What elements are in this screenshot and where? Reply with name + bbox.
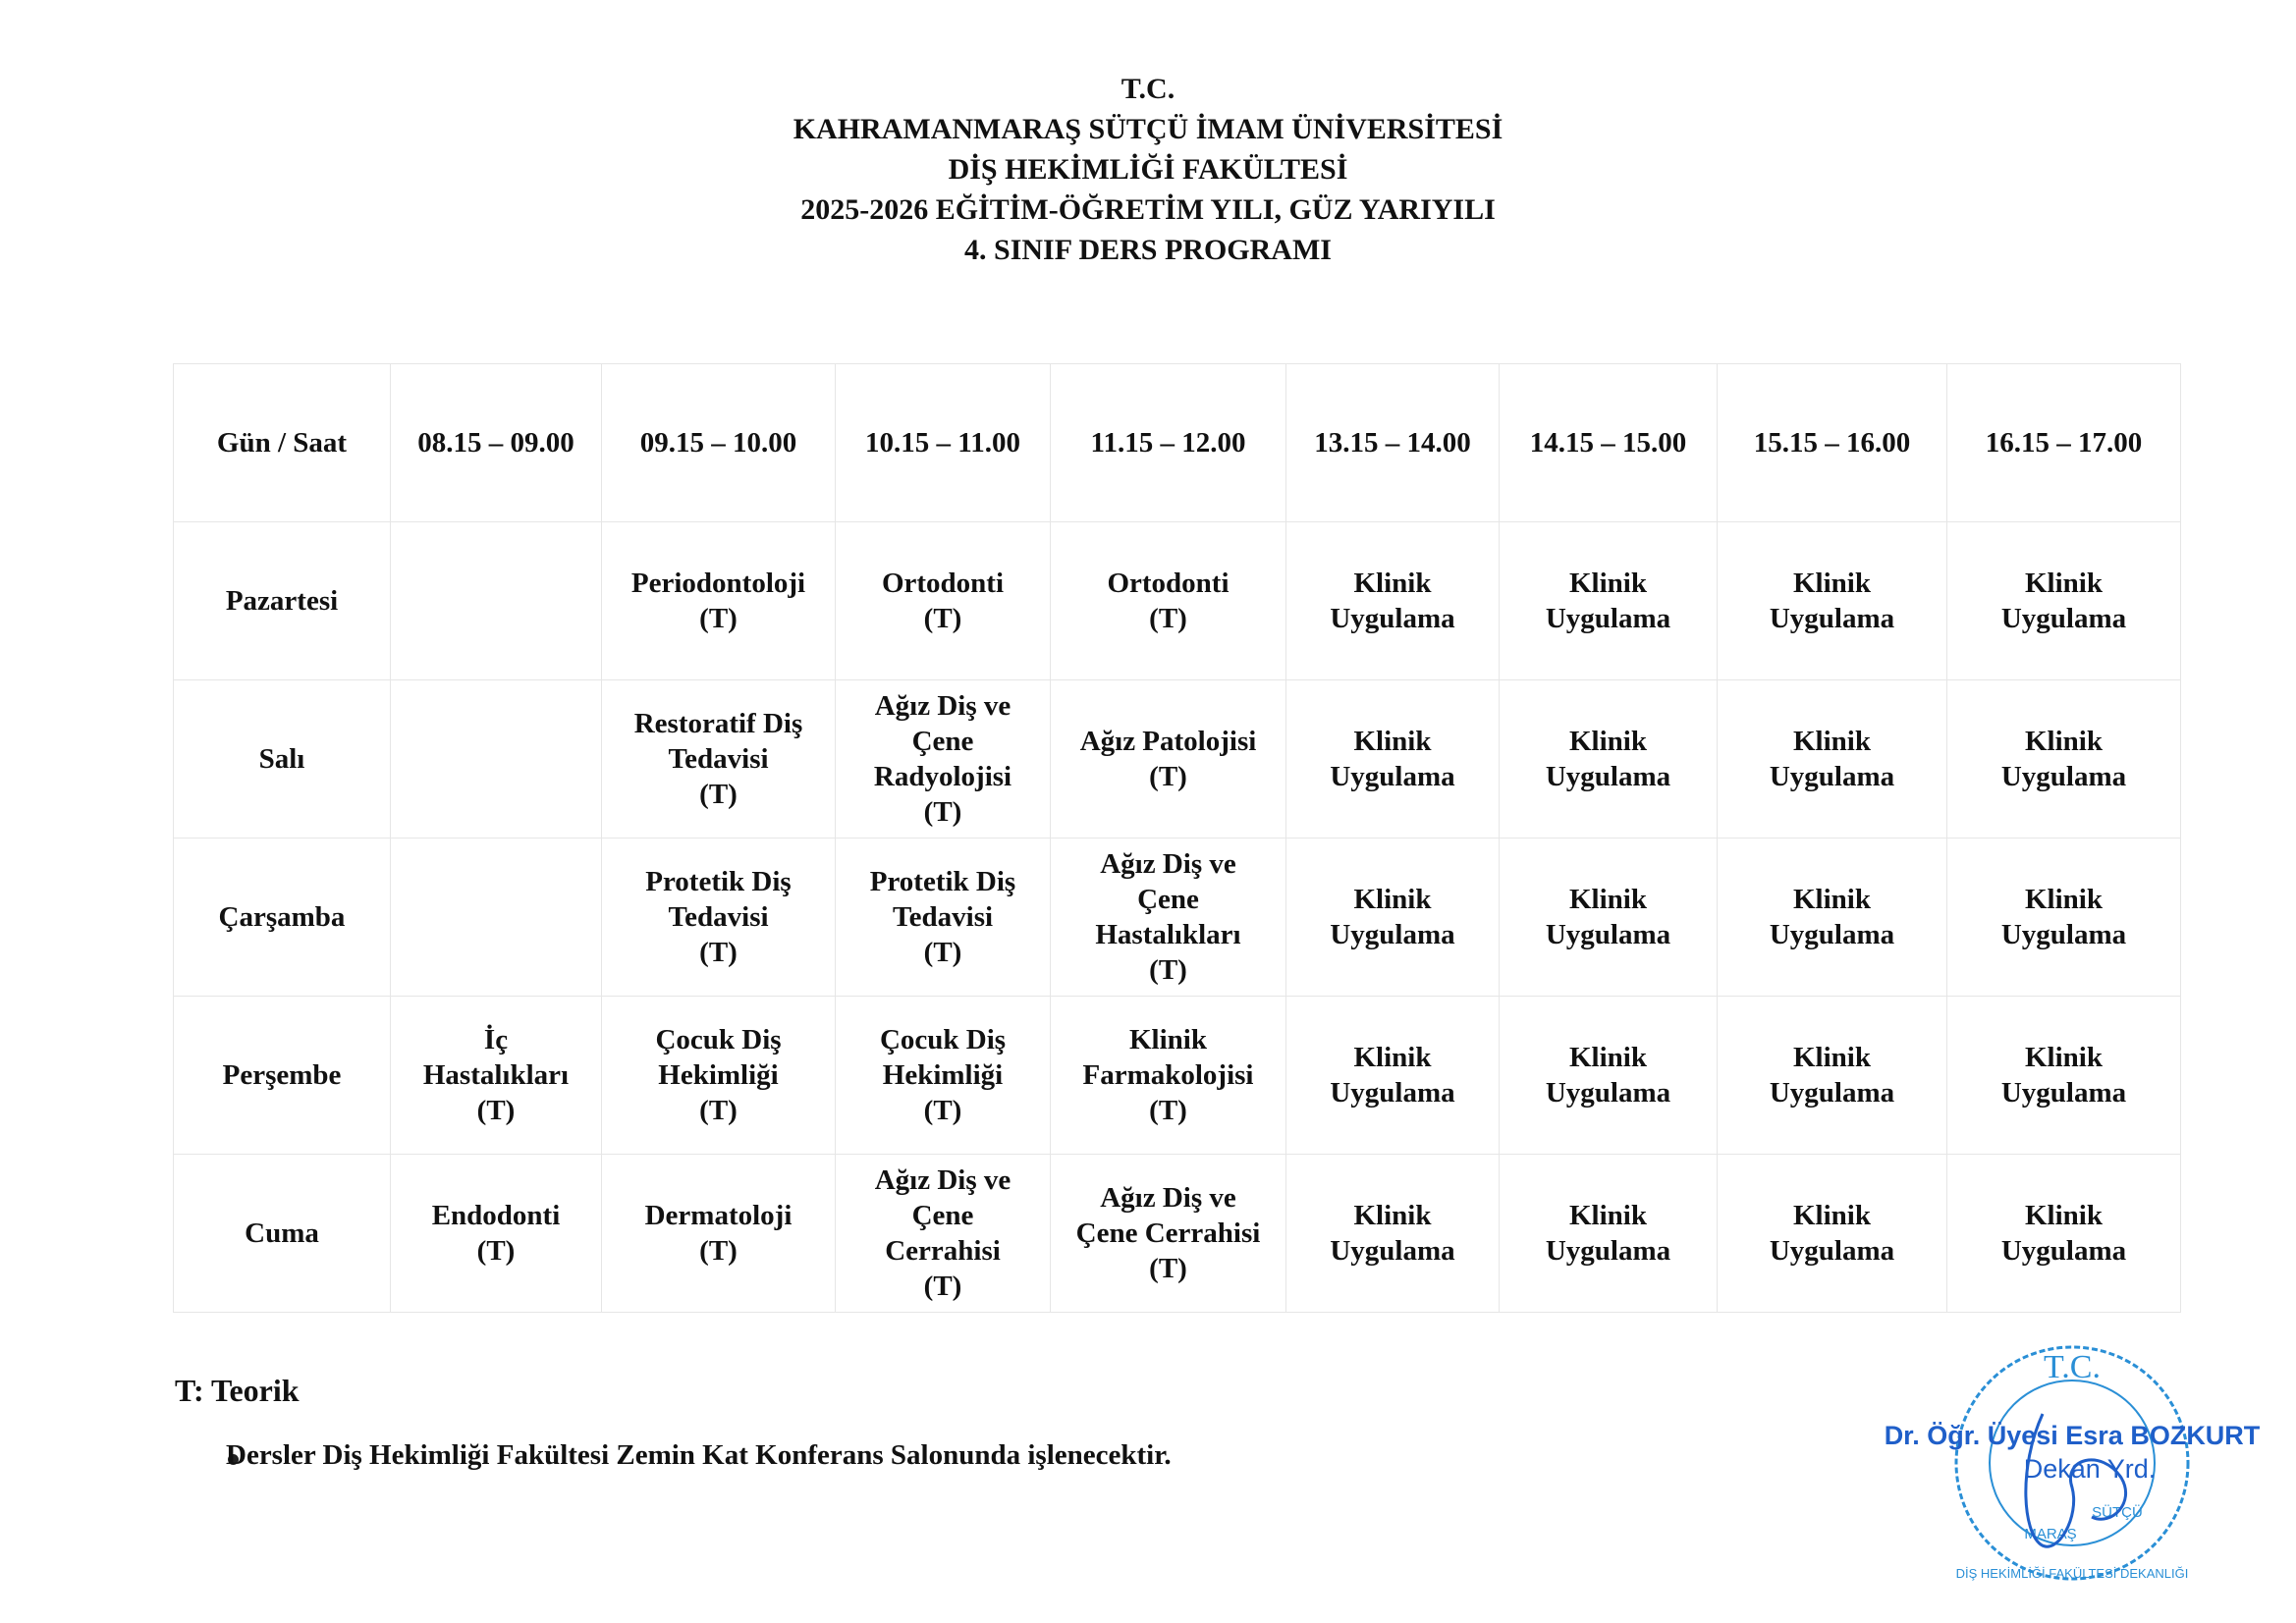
course-cell xyxy=(836,997,1051,1155)
course-line: (T) xyxy=(476,1235,516,1267)
course-line: Uygulama xyxy=(1769,603,1895,634)
course-line: Hastalıkları xyxy=(422,1059,570,1091)
course-line: (T) xyxy=(699,779,738,810)
course-line: Çene xyxy=(911,1200,974,1231)
course-line: Ağız Diş ve xyxy=(1100,1182,1236,1214)
course-line: Endodonti xyxy=(431,1200,561,1231)
course-line: Uygulama xyxy=(1545,761,1671,792)
course-line: Radyolojisi xyxy=(873,761,1012,792)
course-cell xyxy=(1500,839,1718,997)
course-line: Klinik xyxy=(1569,1200,1647,1231)
course-line: Ağız Patolojisi xyxy=(1079,726,1257,757)
course-line: Hastalıkları xyxy=(1095,919,1241,950)
course-cell xyxy=(836,839,1051,997)
course-line: Klinik xyxy=(1569,568,1647,599)
course-cell xyxy=(602,839,836,997)
header-corner-cell: Gün / Saat xyxy=(174,364,391,522)
course-cell xyxy=(391,522,602,680)
course-cell xyxy=(1500,1155,1718,1313)
course-line: Protetik Diş xyxy=(869,866,1016,897)
course-line: Restoratif Diş xyxy=(633,708,803,739)
table-header-row xyxy=(174,364,2181,522)
course-cell xyxy=(1051,1155,1286,1313)
course-line: Klinik xyxy=(1353,568,1432,599)
course-line: Tedavisi xyxy=(668,743,769,775)
course-cell xyxy=(1286,997,1500,1155)
course-cell xyxy=(1286,839,1500,997)
course-line: Ortodonti xyxy=(881,568,1005,599)
course-line: (T) xyxy=(1149,1253,1187,1284)
day-cell: Perşembe xyxy=(174,997,391,1155)
header-time-cell: 10.15 – 11.00 xyxy=(836,364,1051,522)
course-cell xyxy=(1947,680,2181,839)
course-cell xyxy=(1286,680,1500,839)
course-line: Farmakolojisi xyxy=(1082,1059,1254,1091)
course-cell xyxy=(1718,680,1947,839)
course-line: Uygulama xyxy=(1545,603,1671,634)
course-line: Uygulama xyxy=(2000,761,2127,792)
header-university: KAHRAMANMARAŞ SÜTÇÜ İMAM ÜNİVERSİTESİ xyxy=(793,113,1503,145)
course-cell xyxy=(1051,839,1286,997)
course-line: Uygulama xyxy=(1545,919,1671,950)
course-line: Uygulama xyxy=(1545,1077,1671,1109)
course-cell xyxy=(391,997,602,1155)
header-time-cell: 15.15 – 16.00 xyxy=(1718,364,1947,522)
course-line: Protetik Diş xyxy=(645,866,792,897)
course-line: (T) xyxy=(923,603,962,634)
course-line: (T) xyxy=(699,603,738,634)
course-line: (T) xyxy=(476,1095,516,1126)
course-line: Uygulama xyxy=(2000,1077,2127,1109)
course-cell xyxy=(1500,997,1718,1155)
course-line: Dermatoloji xyxy=(644,1200,793,1231)
course-line: Klinik xyxy=(1793,1042,1871,1073)
course-line: (T) xyxy=(923,1271,962,1302)
course-line: (T) xyxy=(923,1095,962,1126)
document-header xyxy=(0,69,2296,270)
course-cell xyxy=(602,1155,836,1313)
course-line: Ağız Diş ve xyxy=(1100,848,1236,880)
table-row xyxy=(174,997,2181,1155)
course-line: Çene Cerrahisi xyxy=(1075,1217,1261,1249)
course-cell xyxy=(602,680,836,839)
course-line: Uygulama xyxy=(2000,1235,2127,1267)
course-line: Uygulama xyxy=(2000,603,2127,634)
course-line: Klinik xyxy=(2025,884,2103,915)
course-line: Uygulama xyxy=(1330,1235,1455,1267)
course-line: Cerrahisi xyxy=(885,1235,1001,1267)
course-cell xyxy=(1500,680,1718,839)
course-cell xyxy=(1051,680,1286,839)
table-row xyxy=(174,522,2181,680)
course-line: Klinik xyxy=(1353,1200,1432,1231)
day-cell: Cuma xyxy=(174,1155,391,1313)
course-line: Klinik xyxy=(2025,568,2103,599)
table-row xyxy=(174,1155,2181,1313)
course-cell xyxy=(602,522,836,680)
header-time-cell: 14.15 – 15.00 xyxy=(1500,364,1718,522)
course-line: Hekimliği xyxy=(882,1059,1004,1091)
header-time-cell: 16.15 – 17.00 xyxy=(1947,364,2181,522)
course-line: Ağız Diş ve xyxy=(874,1164,1011,1196)
course-cell xyxy=(1947,839,2181,997)
course-cell xyxy=(836,680,1051,839)
course-cell xyxy=(391,1155,602,1313)
course-cell xyxy=(1947,1155,2181,1313)
course-line: Klinik xyxy=(2025,1042,2103,1073)
course-cell xyxy=(1718,997,1947,1155)
course-line: Klinik xyxy=(1793,1200,1871,1231)
header-time-cell: 09.15 – 10.00 xyxy=(602,364,836,522)
course-line: Çene xyxy=(911,726,974,757)
day-cell: Çarşamba xyxy=(174,839,391,997)
course-line: Klinik xyxy=(1353,1042,1432,1073)
course-line: Çocuk Diş xyxy=(655,1024,782,1055)
dean-signature-stamp xyxy=(1884,1321,2261,1605)
course-line: Uygulama xyxy=(1330,761,1455,792)
header-academic-year: 2025-2026 EĞİTİM-ÖĞRETİM YILI, GÜZ YARIYILI xyxy=(800,193,1496,226)
course-line: Uygulama xyxy=(1330,603,1455,634)
header-time-cell: 08.15 – 09.00 xyxy=(391,364,602,522)
day-cell: Pazartesi xyxy=(174,522,391,680)
header-country: T.C. xyxy=(1121,73,1175,105)
course-line: Klinik xyxy=(1569,726,1647,757)
course-line: Klinik xyxy=(1353,726,1432,757)
course-line: Ortodonti xyxy=(1107,568,1230,599)
header-time-cell: 13.15 – 14.00 xyxy=(1286,364,1500,522)
course-line: Uygulama xyxy=(1330,1077,1455,1109)
course-cell xyxy=(1718,522,1947,680)
course-cell xyxy=(1286,522,1500,680)
course-line: (T) xyxy=(1149,954,1187,986)
course-line: Uygulama xyxy=(1769,761,1895,792)
course-cell xyxy=(391,680,602,839)
course-cell xyxy=(1051,522,1286,680)
table-row xyxy=(174,680,2181,839)
course-line: Klinik xyxy=(2025,1200,2103,1231)
day-cell: Salı xyxy=(174,680,391,839)
header-program-title: 4. SINIF DERS PROGRAMI xyxy=(964,234,1332,266)
signer-title: Dekan Yrd. xyxy=(2023,1454,2157,1484)
legend-theory: T: Teorik xyxy=(175,1373,300,1408)
course-line: (T) xyxy=(699,1095,738,1126)
header-time-cell: 11.15 – 12.00 xyxy=(1051,364,1286,522)
course-cell xyxy=(1286,1155,1500,1313)
course-line: Uygulama xyxy=(1769,1077,1895,1109)
table-row xyxy=(174,839,2181,997)
course-line: Klinik xyxy=(1793,568,1871,599)
course-cell xyxy=(391,839,602,997)
course-line: (T) xyxy=(1149,761,1187,792)
course-line: Klinik xyxy=(1353,884,1432,915)
course-line: Uygulama xyxy=(1330,919,1455,950)
course-line: Klinik xyxy=(1793,884,1871,915)
course-line: (T) xyxy=(699,937,738,968)
signer-name: Dr. Öğr. Üyesi Esra BOZKURT xyxy=(1884,1421,2261,1450)
course-line: Periodontoloji xyxy=(630,568,806,599)
course-line: Klinik xyxy=(1569,884,1647,915)
course-line: (T) xyxy=(923,937,962,968)
course-cell xyxy=(836,522,1051,680)
course-line: Klinik xyxy=(1793,726,1871,757)
course-cell xyxy=(602,997,836,1155)
course-line: Uygulama xyxy=(2000,919,2127,950)
course-line: İç xyxy=(483,1024,509,1055)
course-cell xyxy=(836,1155,1051,1313)
schedule-table xyxy=(173,363,2181,1313)
course-line: Tedavisi xyxy=(892,901,994,933)
header-faculty: DİŞ HEKİMLİĞİ FAKÜLTESİ xyxy=(948,153,1348,186)
course-cell xyxy=(1500,522,1718,680)
course-cell xyxy=(1947,522,2181,680)
course-line: Çene xyxy=(1137,884,1199,915)
location-note: Dersler Diş Hekimliği Fakültesi Zemin Kat Konferans Salonunda işlenecektir. xyxy=(226,1439,1172,1471)
course-line: Uygulama xyxy=(1769,919,1895,950)
course-line: Klinik xyxy=(1129,1024,1207,1055)
course-line: (T) xyxy=(1149,1095,1187,1126)
course-line: (T) xyxy=(923,796,962,828)
course-line: Çocuk Diş xyxy=(879,1024,1007,1055)
seal-top-text: T.C. xyxy=(2044,1349,2101,1385)
course-line: Ağız Diş ve xyxy=(874,690,1011,722)
course-line: Hekimliği xyxy=(658,1059,779,1091)
seal-left-text: SÜTÇÜ xyxy=(2092,1504,2143,1521)
course-line: Klinik xyxy=(1569,1042,1647,1073)
course-line: Uygulama xyxy=(1545,1235,1671,1267)
course-line: Tedavisi xyxy=(668,901,769,933)
course-line: (T) xyxy=(1149,603,1187,634)
course-line: Klinik xyxy=(2025,726,2103,757)
course-cell xyxy=(1051,997,1286,1155)
seal-bottom-text: DİŞ HEKİMLİĞİ FAKÜLTESİ DEKANLIĞI xyxy=(1955,1566,2189,1581)
course-cell xyxy=(1718,839,1947,997)
seal-inner-text: MARAŞ xyxy=(2024,1526,2077,1542)
course-cell xyxy=(1718,1155,1947,1313)
course-cell xyxy=(1947,997,2181,1155)
course-line: (T) xyxy=(699,1235,738,1267)
course-line: Uygulama xyxy=(1769,1235,1895,1267)
